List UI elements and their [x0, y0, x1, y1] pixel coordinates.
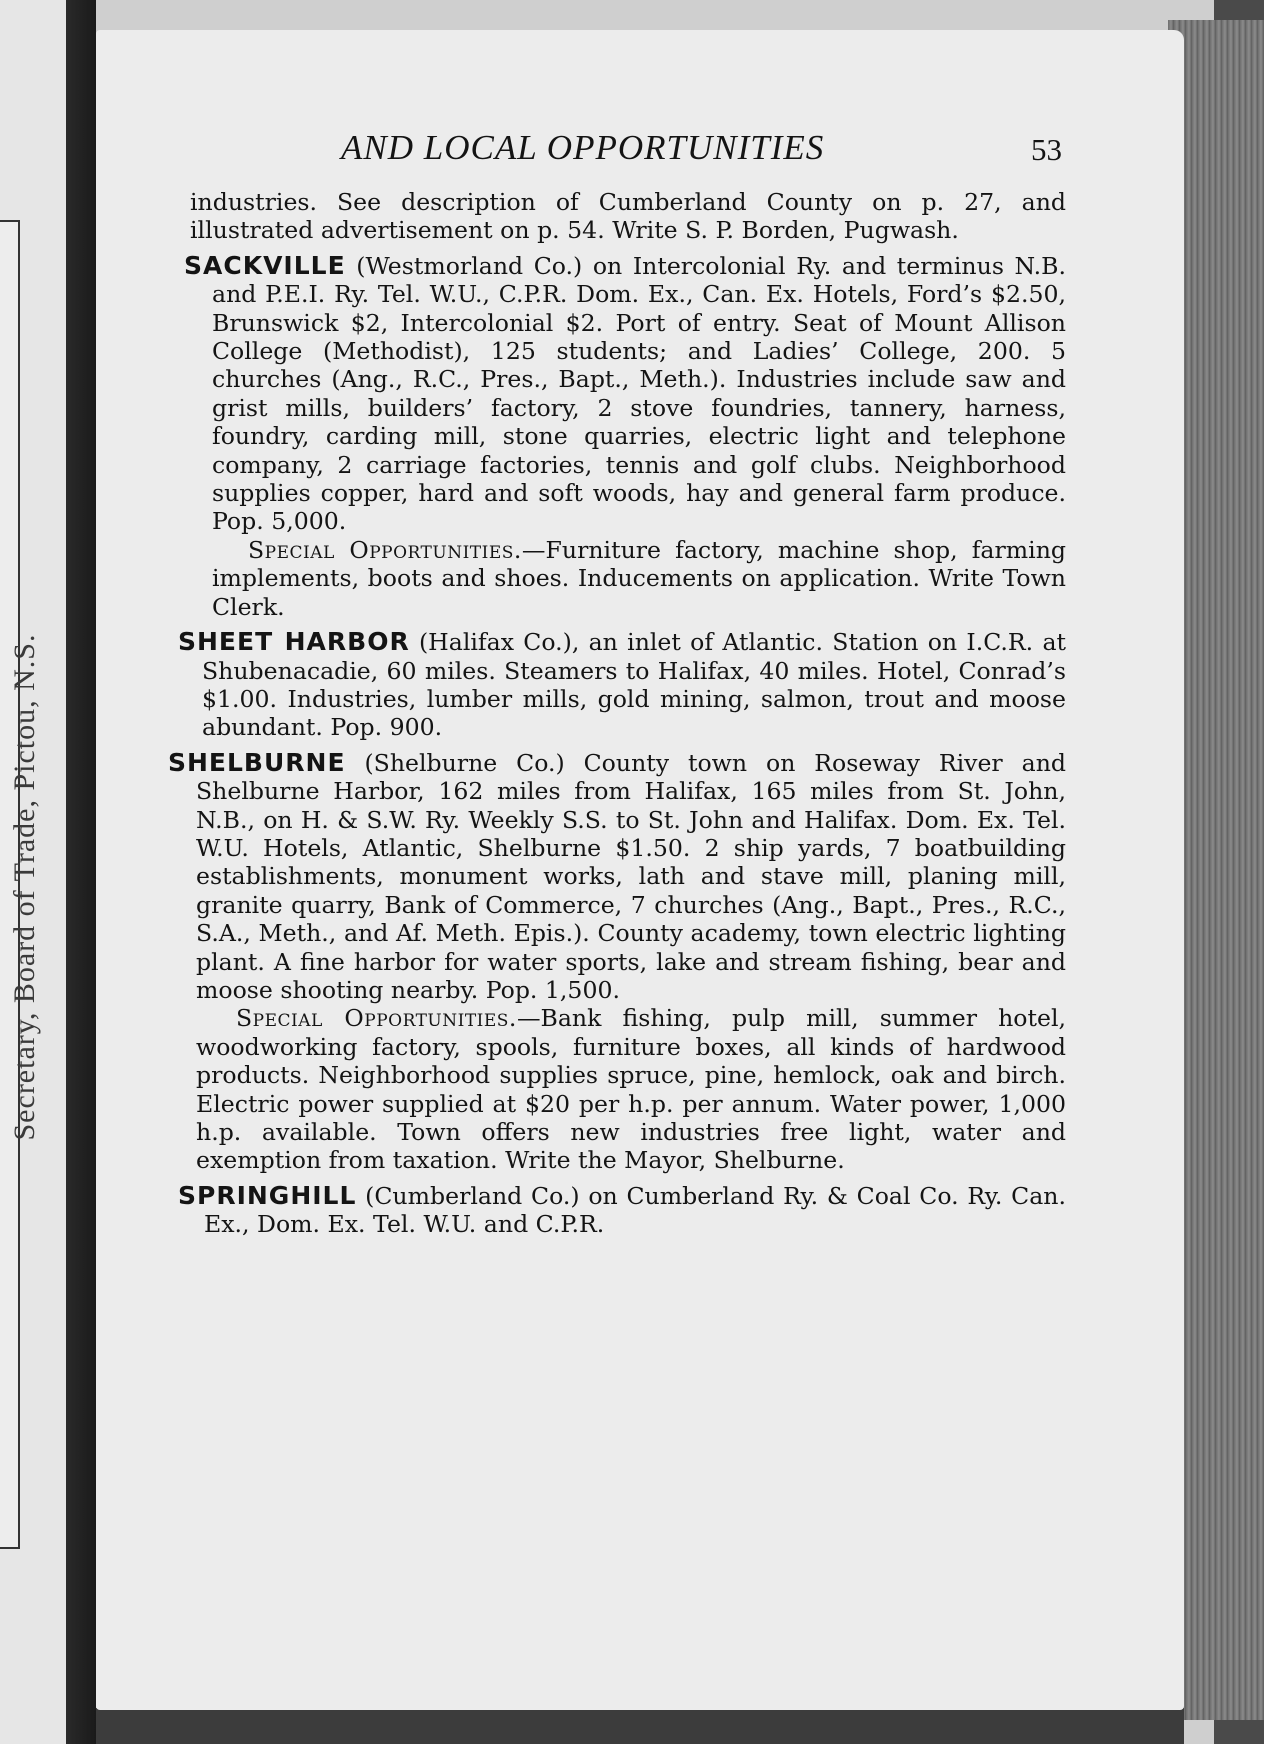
continuation-paragraph: industries. See description of Cumberland County on p. 27, and illustrated advertisement on p. 54. Write S. P. Borden, Pugwash. — [190, 188, 1066, 245]
opportunities-shelburne — [176, 1004, 1066, 1174]
opportunities-text-shelburne: —Bank fishing, pulp mill, summer hotel, woodworking factory, spools, furniture boxes, all kinds of hardwood products. Neighborhood supplies spruce, pine, hemlock, oak and birch. Electric power supplied at $20 per h.p. per annum. Water power, 1,000 h.p. available. Town offers new industries free light, water and exemption from taxation. Write the Mayor, Shelburne. — [196, 1004, 1066, 1175]
opportunities-text-sackville: —Furniture factory, machine shop, farming implements, boots and shoes. Inducements on application. Write Town Clerk. — [212, 535, 1066, 621]
running-head: AND LOCAL OPPORTUNITIES — [341, 128, 825, 167]
page-body — [168, 188, 1066, 1239]
book-page — [96, 30, 1184, 1710]
opportunities-sackville — [176, 536, 1066, 621]
place-name-sheet-harbor: SHEET HARBOR — [178, 627, 410, 657]
opportunities-label-sackville: Special Opportunities. — [248, 535, 522, 564]
place-name-sackville: SACKVILLE — [184, 250, 346, 280]
page-header — [96, 128, 1184, 178]
bottom-shadow — [96, 1708, 1184, 1744]
entry-springhill — [176, 1182, 1066, 1239]
place-name-shelburne: SHELBURNE — [168, 747, 346, 777]
entry-shelburne — [168, 747, 1066, 1005]
entry-sheet-harbor — [176, 628, 1066, 742]
entry-text-sheet-harbor: (Halifax Co.), an inlet of Atlantic. Station on I.C.R. at Shubenacadie, 60 miles. Steamers to Halifax, 40 miles. Hotel, Conrad’s $1.00. Industries, lumber mills, gold mining, salmon, trout and moose abundant. Pop. 900. — [202, 628, 1066, 742]
place-name-springhill: SPRINGHILL — [178, 1180, 357, 1210]
entry-text-sackville: (Westmorland Co.) on Intercolonial Ry. and terminus N.B. and P.E.I. Ry. Tel. W.U., C.P.R. Dom. Ex., Can. Ex. Hotels, Ford’s $2.50, Brunswick $2, Intercolonial $2. Port of entry. Seat of Mount Allison College (Methodist), 125 students; and Ladies’ College, 200. 5 churches (Ang., R.C., Pres., Bapt., Meth.). Industries include saw and grist mills, builders’ factory, 2 stove foundries, tannery, harness, foundry, carding mill, stone quarries, electric light and telephone company, 2 carriage factories, tennis and golf clubs. Neighborhood supplies copper, hard and soft woods, hay and general farm produce. Pop. 5,000. — [212, 251, 1066, 536]
entry-text-shelburne: (Shelburne Co.) County town on Roseway River and Shelburne Harbor, 162 miles from Halifax, 165 miles from St. John, N.B., on H. & S.W. Ry. Weekly S.S. to St. John and Halifax. Dom. Ex. Tel. W.U. Hotels, Atlantic, Shelburne $1.50. 2 ship yards, 7 boatbuilding establishments, monument works, lath and stave mill, planing mill, granite quarry, Bank of Commerce, 7 churches (Ang., Bapt., Pres., R.C., S.A., Meth., and Af. Meth. Epis.). County academy, town electric lighting plant. A fine harbor for water sports, lake and stream fishing, bear and moose shooting nearby. Pop. 1,500. — [196, 748, 1066, 1004]
entry-text-springhill: (Cumberland Co.) on Cumberland Ry. & Coal Co. Ry. Can. Ex., Dom. Ex. Tel. W.U. and C.P.R. — [204, 1181, 1066, 1239]
previous-page-margin-text: Secretary, Board of Trade, Pictou, N.S. — [8, 633, 41, 1141]
entry-sackville — [176, 252, 1066, 536]
page-number: 53 — [1031, 132, 1062, 167]
opportunities-label-shelburne: Special Opportunities. — [236, 1004, 517, 1033]
